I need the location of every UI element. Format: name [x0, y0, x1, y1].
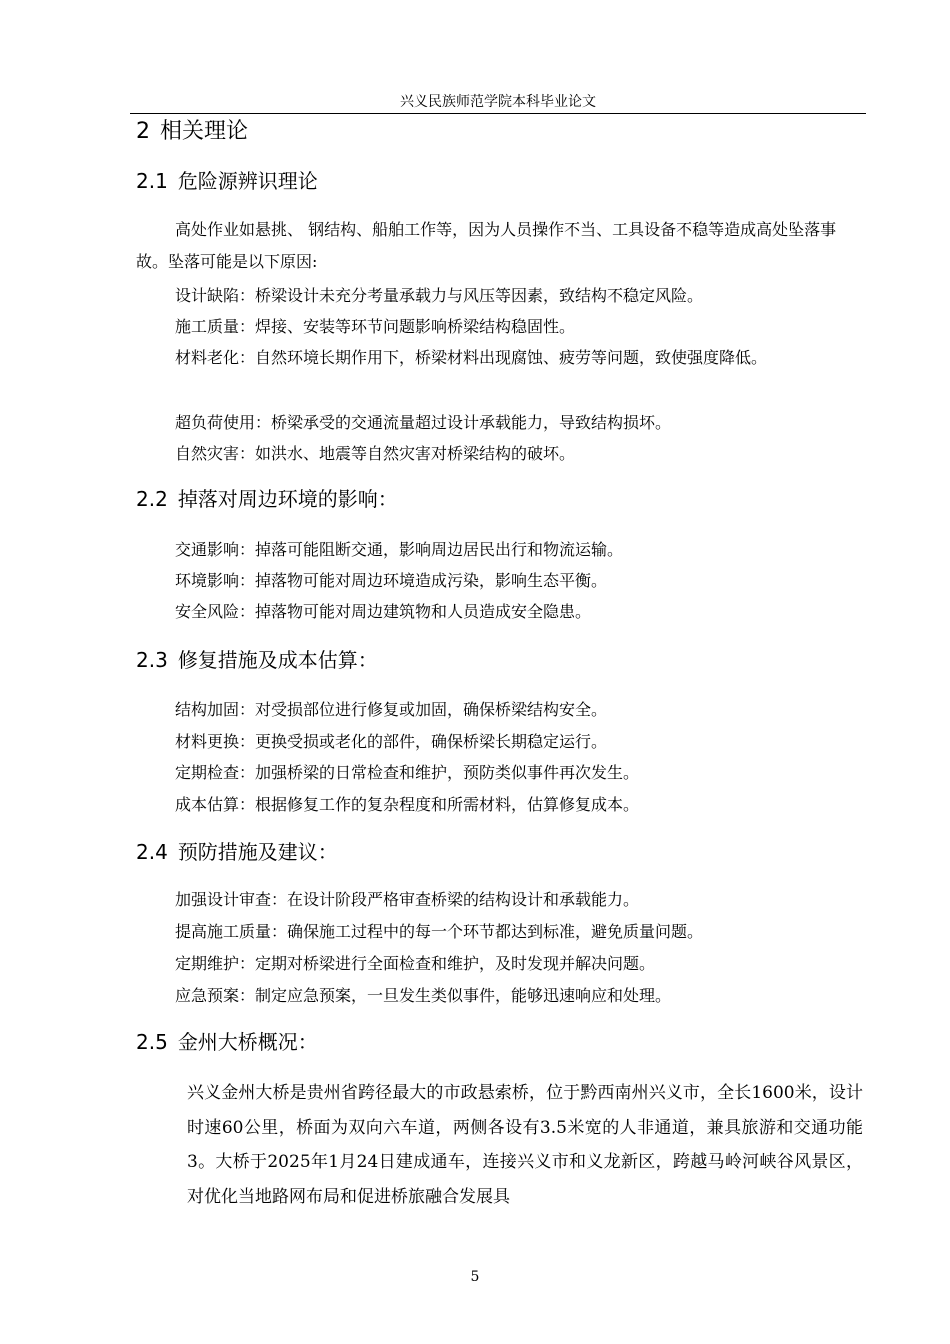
bridge-overview-paragraph: 兴义金州大桥是贵州省跨径最大的市政悬索桥，位于黔西南州兴义市，全长1600米，设计时速60公里，桥面为双向六车道，两侧各设有3.5米宽的人非通道，兼具旅游和交通功能3。大桥于2025年1月24日建成通车，连接兴义市和义龙新区，跨越马岭河峡谷风景区，对优化当地路网布局和促进桥旅融合发展具: [187, 1083, 863, 1207]
header-divider: [130, 113, 866, 114]
list-item: 成本估算：根据修复工作的复杂程度和所需材料，估算修复成本。: [175, 795, 640, 814]
page-number: 5: [470, 1269, 480, 1285]
chapter-title: 相关理论: [160, 119, 249, 144]
section-heading-2-1: [136, 168, 318, 194]
section-heading-2-2: [136, 486, 398, 512]
section-number: 2.1: [136, 169, 168, 193]
list-item: 加强设计审查：在设计阶段严格审查桥梁的结构设计和承载能力。: [175, 890, 640, 909]
chapter-heading: [136, 118, 248, 146]
list-item: 材料老化：自然环境长期作用下，桥梁材料出现腐蚀、疲劳等问题，致使强度降低。: [175, 348, 768, 367]
section-title: 修复措施及成本估算：: [177, 648, 378, 672]
section-title: 危险源辨识理论: [177, 169, 318, 193]
list-item: 施工质量：焊接、安装等环节问题影响桥梁结构稳固性。: [175, 317, 576, 336]
chapter-number: 2: [136, 119, 150, 144]
list-item: 超负荷使用：桥梁承受的交通流量超过设计承载能力，导致结构损坏。: [175, 413, 672, 432]
section-intro-paragraph: 高处作业如悬挑、 钢结构、船舶工作等，因为人员操作不当、工具设备不稳等造成高处坠落事故。坠落可能是以下原因:: [136, 220, 837, 271]
section-title: 掉落对周边环境的影响：: [177, 487, 398, 511]
section-heading-2-3: [136, 647, 378, 673]
section-heading-2-4: [136, 839, 338, 865]
section-title: 金州大桥概况：: [177, 1030, 318, 1054]
list-item: 自然灾害：如洪水、地震等自然灾害对桥梁结构的破坏。: [175, 444, 576, 463]
section-number: 2.2: [136, 487, 168, 511]
section-title: 预防措施及建议：: [177, 840, 338, 864]
list-item: 应急预案：制定应急预案，一旦发生类似事件，能够迅速响应和处理。: [175, 986, 672, 1005]
section-number: 2.5: [136, 1030, 168, 1054]
list-item: 材料更换：更换受损或老化的部件，确保桥梁长期稳定运行。: [175, 732, 608, 751]
list-item: 环境影响：掉落物可能对周边环境造成污染，影响生态平衡。: [175, 571, 608, 590]
running-header: 兴义民族师范学院本科毕业论文: [400, 94, 596, 110]
section-number: 2.3: [136, 648, 168, 672]
list-item: 交通影响：掉落可能阻断交通，影响周边居民出行和物流运输。: [175, 540, 624, 559]
list-item: 定期维护：定期对桥梁进行全面检查和维护，及时发现并解决问题。: [175, 954, 656, 973]
list-item: 安全风险：掉落物可能对周边建筑物和人员造成安全隐患。: [175, 602, 592, 621]
section-heading-2-5: [136, 1029, 318, 1055]
list-item: 结构加固：对受损部位进行修复或加固，确保桥梁结构安全。: [175, 700, 608, 719]
list-item: 定期检查：加强桥梁的日常检查和维护，预防类似事件再次发生。: [175, 763, 640, 782]
list-item: 提高施工质量：确保施工过程中的每一个环节都达到标准，避免质量问题。: [175, 922, 704, 941]
section-number: 2.4: [136, 840, 168, 864]
list-item: 设计缺陷：桥梁设计未充分考量承载力与风压等因素，致结构不稳定风险。: [175, 286, 704, 305]
